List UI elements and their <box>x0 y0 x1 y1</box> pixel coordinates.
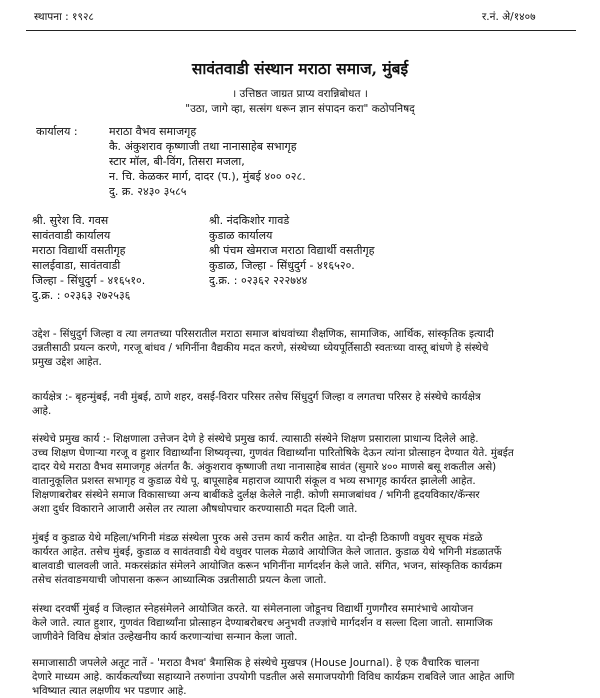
women-wing-text: बालवाडी चालवली जाते. मकरसंक्रांत संमेलने आयोजित करून भगिनींना मार्गदर्शन केले जाते. संगित, भजन, सांस्कृतिक कार्यक्रम <box>32 560 503 572</box>
contact-right-line: कुडाळ कार्यालय <box>209 229 273 242</box>
main-work-text: दादर येथे मराठा वैभव समाजगृह अंतर्गत कै. अंकुशराव कृष्णाजी तथा नानासाहेब सावंत (सुमारे ४०० माणसे बसू शकतील असे) <box>32 461 497 473</box>
office-phone: दु. क्र. २४३० ३५८५ <box>109 185 187 198</box>
purpose-text: प्रमुख उद्देश आहेत. <box>32 356 102 368</box>
main-work-text: वातानुकूलित प्रशस्त सभागृह व कुडाळ येथे पू. बापूसाहेब महाराज व्यापारी संकूल व भव्य सभागृह कार्यरत झालेली आहेत. <box>32 475 476 487</box>
main-work-text: उच्च शिक्षण घेणाऱ्या गरजू व हुशार विद्यार्थ्यांना शिष्यवृत्त्या, गुणवंत विद्यार्थ्यांना पारितोषिके देऊन त्यांना प्रोत्साहन देण्यात येते. मुंबईत <box>32 447 514 459</box>
journal-text: देणारे माध्यम आहे. कार्यकर्त्यांच्या सहाय्याने तरुणांना उपयोगी पडतील असे समाजपयोगी विविध कार्यक्रम राबविले जात आहेत आणि <box>32 671 515 683</box>
organization-title: सावंतवाडी संस्थान मराठा समाज, मुंबई <box>191 59 409 78</box>
header-divider <box>26 30 576 31</box>
women-wing-text: तसेच संतवाङमयाची जोपासना करून आध्यात्मिक उन्नतीसाठी प्रयत्न केला जातो. <box>32 574 327 586</box>
established-year: स्थापना : १९२८ <box>34 11 94 23</box>
contact-left-line: सावंतवाडी कार्यालय <box>32 229 111 242</box>
registration-number: र.नं. अे/१४०७ <box>482 11 536 23</box>
office-line: मराठा वैभव समाजगृह <box>109 125 197 138</box>
motto-sanskrit: । उत्तिष्ठत जाग्रत प्राप्य वरान्निबोधत । <box>232 88 368 100</box>
contact-left-line: श्री. सुरेश वि. गवस <box>32 214 109 227</box>
contact-right-phone: दु.क्र. : ०२३६२ २२२७४४ <box>209 274 308 287</box>
contact-right-line: श्री. नंदकिशोर गावडे <box>209 214 290 227</box>
contact-left-line: सालईवाडा, सावंतवाडी <box>32 259 121 272</box>
women-wing-text: मुंबई व कुडाळ येथे महिला/भगिनी मंडळ संस्थेला पुरक असे उत्तम कार्य करीत आहेत. या दोन्ही ठिकाणी वधुवर सूचक मंडळे <box>32 532 483 544</box>
office-label: कार्यालय : <box>36 125 78 138</box>
contact-left-line: मराठा विद्यार्थी वसतीगृह <box>32 244 126 257</box>
main-work-text: संस्थेचे प्रमुख कार्य :- शिक्षणाला उत्तेजन देणे हे संस्थेचे प्रमुख कार्य. त्यासाठी संस्थेने शिक्षण प्रसाराला प्राधान्य दिलेले आहे. <box>32 433 479 445</box>
purpose-text: उन्नतीसाठी प्रयत्न करणे, गरजू बांधव / भगिनींना वैद्यकीय मदत करणे, संस्थेच्या ध्येयपूर्तिसाठी स्वतःच्या वास्तू बांधणे हे संस्थेचे <box>32 342 489 354</box>
main-work-text: अशा दुर्धर विकाराने आजारी असेल तर त्याला औषधोपचार करण्यासाठी मदत दिली जाते. <box>32 503 358 515</box>
work-area-text: आहे. <box>32 405 52 417</box>
work-area-text: कार्यक्षेत्र :- बृहन्मुंबई, नवी मुंबई, ठाणे शहर, वसई-विरार परिसर तसेच सिंधुदुर्ग जिल्हा व लगतचा परिसर हे संस्थेचे कार्यक्षेत्र <box>32 391 481 403</box>
contact-right-line: श्री पंचम खेमराज मराठा विद्यार्थी वसतीगृह <box>209 244 375 257</box>
contact-right-line: कुडाळ, जिल्हा - सिंधुदुर्ग - ४१६५२०. <box>209 259 355 272</box>
events-text: जाणीवेने विविध क्षेत्रांत उल्हेखनीय कार्य करणाऱ्यांचा सन्मान केला जातो. <box>32 631 298 643</box>
contact-left-phone: दु.क्र. : ०२३६३ २७२५३६ <box>32 289 131 302</box>
office-line: कै. अंकुशराव कृष्णाजी तथा नानासाहेब सभागृह <box>109 140 297 153</box>
journal-text: समाजासाठी जपलेले अतूट नातें - 'मराठा वैभव' त्रैमासिक हे संस्थेचे मुखपत्र (House Journal). हे एक वैचारिक चालना <box>32 657 480 669</box>
main-work-text: शिक्षणाबरोबर संस्थेने समाज विकासाच्या अन्य बाबींकडे दुर्लक्ष केलेले नाही. कोणी समाजबांधव / भगिनी हृदयविकार/कॅन्सर <box>32 489 480 501</box>
motto-translation: "उठा, जागे व्हा, सत्संग धरून ज्ञान संपादन करा" कठोपनिषद् <box>185 103 415 115</box>
events-text: केले जाते. त्यात हुशार, गुणवंत विद्यार्थ्यांना प्रोत्साहन देण्याबरोबरच अनुभवी तज्ज्ञांचे मार्गदर्शन व सल्ला दिला जातो. सामाजिक <box>32 617 493 629</box>
contact-left-line: जिल्हा - सिंधुदुर्ग - ४१६५१०. <box>32 274 146 287</box>
women-wing-text: कार्यरत आहेत. तसेच मुंबई, कुडाळ व सावंतवाडी येथे वधुवर पालक मेळावे आयोजित केले जातात. कुडाळ येथे भगिनी मंडळातर्फे <box>32 546 502 558</box>
journal-text: भविष्यात त्यात लक्षणीय भर पडणार आहे. <box>32 685 187 697</box>
office-line: न. चि. केळकर मार्ग, दादर (प.), मुंबई ४०० ०२८. <box>109 170 306 183</box>
purpose-text: उद्देश - सिंधुदुर्ग जिल्हा व त्या लगतच्या परिसरातील मराठा समाज बांधवांच्या शैक्षणिक, सामाजिक, आर्थिक, सांस्कृतिक इत्यादी <box>32 328 494 340</box>
events-text: संस्था दरवर्षी मुंबई व जिल्हात स्नेहसंमेलने आयोजित करते. या संमेलनाला जोडूनच विद्यार्थी गुणगौरव समारंभाचे आयोजन <box>32 603 474 615</box>
office-line: स्टार मॉल, बी-विंग, तिसरा मजला, <box>109 155 245 168</box>
